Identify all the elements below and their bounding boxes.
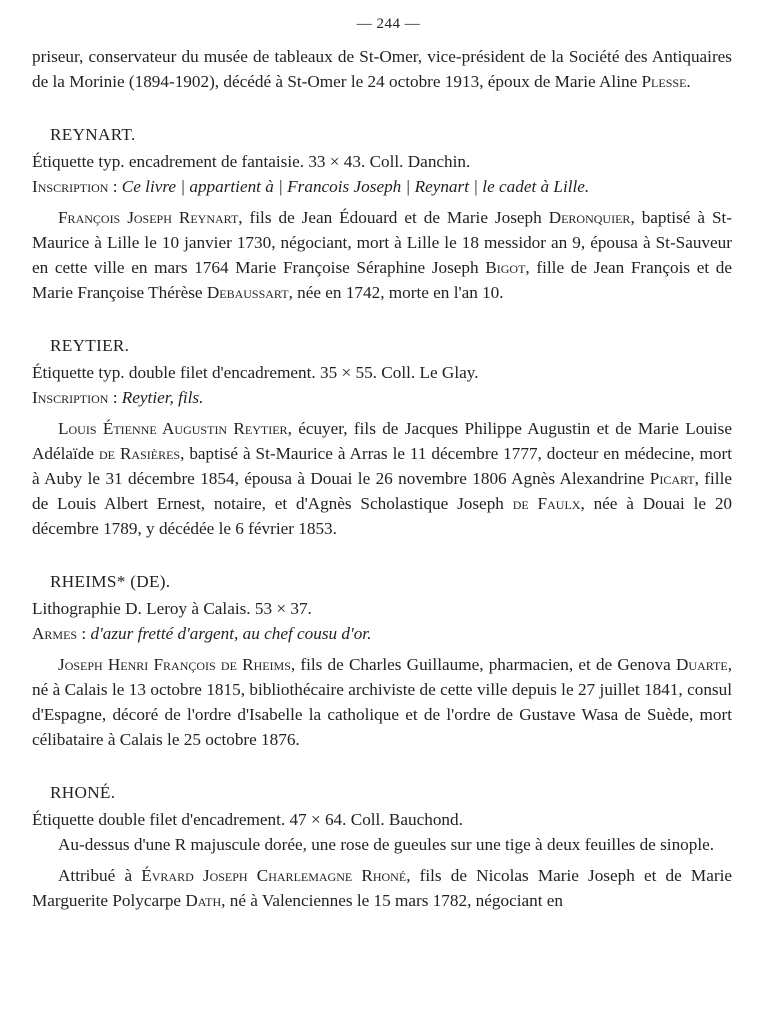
bio-surname: Dath	[185, 891, 222, 910]
entry-reynart	[32, 122, 732, 305]
bio-text: , née à Douai le 20 décembre 1789, y décédée le 6 février 1853.	[32, 494, 733, 538]
bio-text: , fille de Louis Albert Ernest, notaire, et d'Agnès Scholastique Joseph	[32, 469, 732, 513]
inscription-text: Reytier, fils.	[121, 388, 204, 407]
bio-text: , écuyer, fils de Jacques Philippe Augustin et de Marie Louise Adélaïde	[32, 419, 732, 463]
bio-surname: de Faulx	[512, 494, 581, 513]
bio-text: , né à Valenciennes le 15 mars 1782, négociant en	[221, 891, 564, 910]
entry-inscription	[32, 385, 732, 410]
entry-rhone	[32, 780, 732, 913]
entry-lithographie: Lithographie D. Leroy à Calais. 53 × 37.	[32, 599, 312, 618]
bio-surname: Debaussart	[206, 283, 289, 302]
entry-description: Au-dessus d'une R majuscule dorée, une rose de gueules sur une tige à deux feuilles de sinople.	[58, 835, 715, 854]
intro-paragraph	[32, 44, 732, 94]
inscription-label: Inscription :	[32, 388, 118, 407]
entry-armes	[32, 621, 732, 646]
bio-surname: de Rasières	[99, 444, 181, 463]
inscription-text: Ce livre | appartient à | Francois Joseph | Reynart | le cadet à Lille.	[121, 177, 590, 196]
bio-surname: Picart	[649, 469, 695, 488]
bio-text: , baptisé à St-Maurice à Lille le 10 janvier 1730, négociant, mort à Lille le 18 messidor an 9, épousa à St-Sauveur en cette ville en mars 1764 Marie Françoise Séraphine Joseph	[32, 208, 733, 277]
bio-name: Évrard Joseph Charlemagne Rhoné	[141, 866, 407, 885]
bio-name: Louis Étienne Augustin Reytier	[58, 419, 288, 438]
intro-end: .	[686, 72, 691, 91]
entry-biography	[32, 652, 732, 752]
entry-reytier	[32, 333, 732, 541]
bio-text: , fils de Charles Guillaume, pharmacien, et de Genova	[290, 655, 676, 674]
entry-inscription	[32, 174, 732, 199]
entry-heading: REYTIER.	[50, 336, 130, 355]
bio-name: Joseph Henri François de Rheims	[58, 655, 291, 674]
entry-heading: RHEIMS* (DE).	[50, 572, 171, 591]
bio-name: François Joseph Reynart	[58, 208, 239, 227]
entry-etiquette: Étiquette typ. encadrement de fantaisie. 33 × 43. Coll. Danchin.	[32, 152, 471, 171]
bio-text: , fils de Jean Édouard et de Marie Joseph	[238, 208, 549, 227]
entry-biography	[32, 205, 732, 305]
entry-heading: RHONÉ.	[50, 783, 116, 802]
inscription-label: Inscription :	[32, 177, 118, 196]
entry-biography	[32, 863, 732, 913]
bio-text: Attribué à	[58, 866, 142, 885]
entry-heading: REYNART.	[50, 125, 136, 144]
page-number: — 244 —	[356, 16, 421, 32]
armes-label: Armes :	[32, 624, 87, 643]
bio-text: , née en 1742, morte en l'an 10.	[288, 283, 504, 302]
bio-text: , baptisé à St-Maurice à Arras le 11 décembre 1777, docteur en médecine, mort à Auby le 31 décembre 1854, épousa à Douai le 26 novembre 1806 Agnès Alexandrine	[32, 444, 732, 488]
bio-text: , fille de Jean François et de Marie Françoise Thérèse	[32, 258, 732, 302]
bio-text: , fils de Nicolas Marie Joseph et de Marie Marguerite Polycarpe	[32, 866, 732, 910]
bio-surname: Deronquier	[548, 208, 631, 227]
entry-biography	[32, 416, 732, 541]
intro-surname: Plesse	[641, 72, 687, 91]
page-body	[32, 44, 732, 913]
intro-text: priseur, conservateur du musée de tableaux de St-Omer, vice-président de la Société des Antiquaires de la Morinie (1894-1902), décédé à St-Omer le 24 octobre 1913, époux de Marie Aline	[32, 47, 732, 91]
bio-text: , né à Calais le 13 octobre 1815, bibliothécaire archiviste de cette ville depuis le 27 juillet 1841, consul d'Espagne, décoré de l'ordre d'Isabelle la catholique et de l'ordre de Gustave Wasa de Suède, mort célibataire à Calais le 25 octobre 1876.	[32, 655, 732, 749]
bio-surname: Bigot	[485, 258, 526, 277]
bio-surname: Duarte	[676, 655, 728, 674]
entry-etiquette: Étiquette double filet d'encadrement. 47 × 64. Coll. Bauchond.	[32, 810, 463, 829]
entry-rheims	[32, 569, 732, 752]
entry-etiquette: Étiquette typ. double filet d'encadrement. 35 × 55. Coll. Le Glay.	[32, 363, 479, 382]
armes-text: d'azur fretté d'argent, au chef cousu d'or.	[90, 624, 372, 643]
